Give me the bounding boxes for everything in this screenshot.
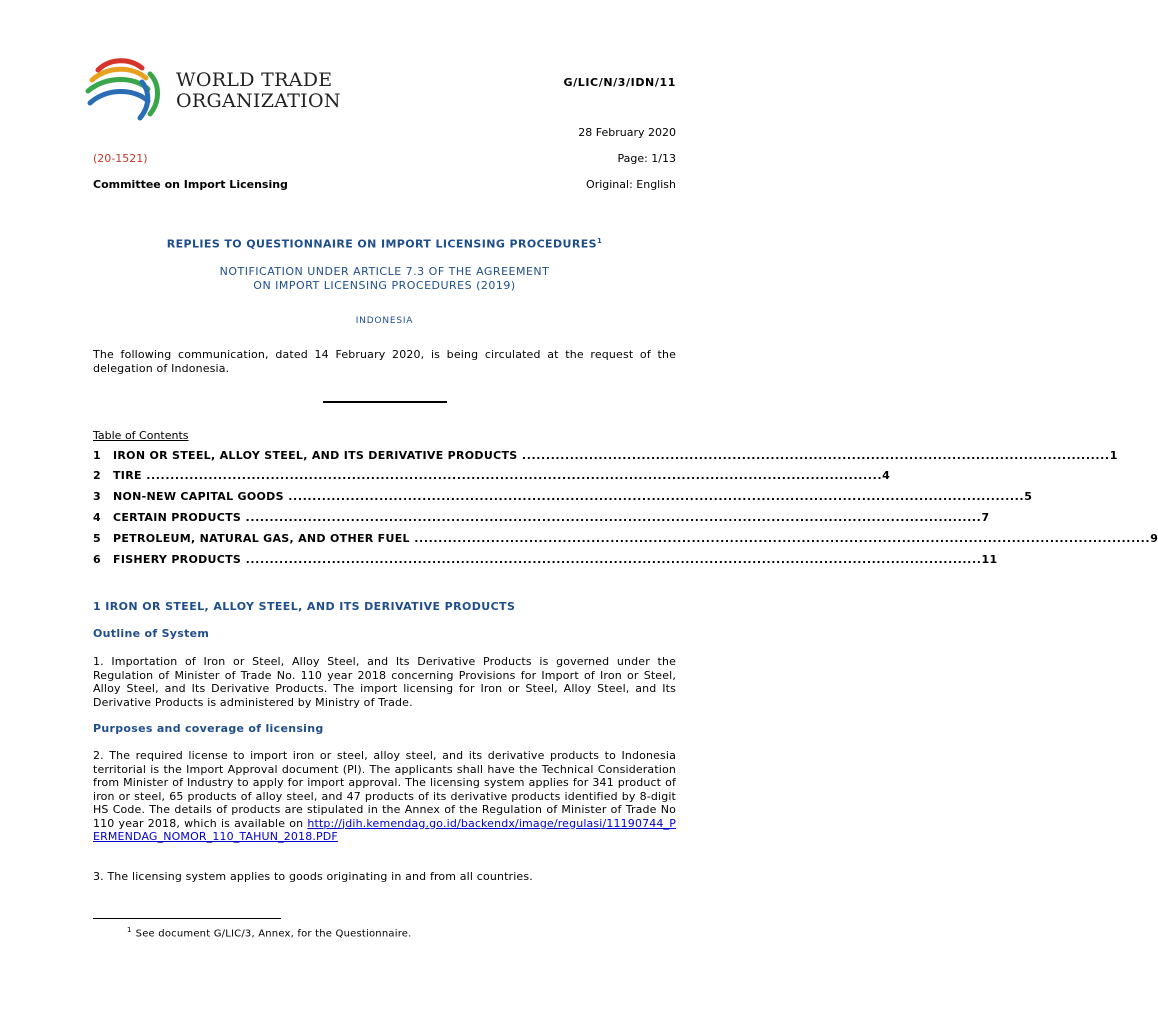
toc-item[interactable]: 2 TIRE .......................................................................................................................................................... 4 (93, 469, 891, 482)
toc-item[interactable]: 4 CERTAIN PRODUCTS .......................................................................................................................................................... 7 (93, 511, 990, 524)
outline-heading: Outline of System (93, 627, 210, 640)
toc-item[interactable]: 6 FISHERY PRODUCTS .......................................................................................................................................................... 11 (93, 553, 998, 566)
org-name-line1: WORLD TRADE (176, 69, 333, 91)
subtitle-line1: NOTIFICATION UNDER ARTICLE 7.3 OF THE AGREEMENT (219, 265, 550, 278)
toc-leader: .......................................................................................................................................................... (241, 553, 982, 566)
toc-heading: Table of Contents (93, 429, 189, 442)
separator-rule (323, 401, 447, 403)
toc-item[interactable]: 5 PETROLEUM, NATURAL GAS, AND OTHER FUEL .......................................................................................................................................................... 9 (93, 532, 1158, 545)
toc-leader: .......................................................................................................................................................... (141, 469, 883, 482)
title-footnote-mark: 1 (596, 237, 603, 245)
original-language: Original: English (586, 178, 676, 191)
footnote (93, 926, 593, 939)
paragraph-3: 3. The licensing system applies to goods originating in and from all countries. (93, 870, 533, 883)
regulation-link[interactable]: http://jdih.kemendag.go.id/backendx/image/regulasi/11190744_PERMENDAG_NOMOR_110_TAHUN_2018.PDF (93, 816, 676, 843)
document-symbol: G/LIC/N/3/IDN/11 (563, 76, 676, 89)
job-number: (20-1521) (93, 152, 148, 165)
footnote-rule (93, 918, 281, 919)
subtitle-line2: ON IMPORT LICENSING PROCEDURES (2019) (253, 279, 516, 292)
document-date: 28 February 2020 (578, 126, 676, 139)
toc-leader: .......................................................................................................................................................... (283, 490, 1025, 503)
wto-emblem-icon (84, 56, 168, 131)
toc-leader: .......................................................................................................................................................... (241, 511, 982, 524)
country-name: INDONESIA (355, 316, 414, 326)
footnote-mark: 1 (127, 926, 132, 934)
toc-leader: ........................................................................................................................... (517, 449, 1110, 462)
committee-name: Committee on Import Licensing (93, 178, 288, 191)
toc-item[interactable]: 1 IRON OR STEEL, ALLOY STEEL, AND ITS DERIVATIVE PRODUCTS ........................................................................................................................... 1 (93, 449, 1118, 462)
page-indicator: Page: 1/13 (617, 152, 676, 165)
wto-logo (84, 56, 341, 131)
org-name-line2: ORGANIZATION (176, 90, 341, 112)
document-title: REPLIES TO QUESTIONNAIRE ON IMPORT LICENSING PROCEDURES$^1$ (166, 237, 603, 251)
paragraph-2: 2. The required license to import iron or steel, alloy steel, and its derivative products to Indonesia territorial is the Import Approval document (PI). The applicants shall have the Technical Consideration from Minister of Industry to apply for import approval. The licensing system applies for 341 product of iron or steel, 65 products of alloy steel, and 47 products of its derivative products identified by 8-digit HS Code. The details of products are stipulated in the Annex of the Regulation of Minister of Trade No 110 year 2018, which is available on http://jdih.kemendag.go.id/backendx/image/regulasi/11190744_PERMENDAG_NOMOR_110_TAHUN_2018.PDF (93, 749, 676, 843)
paragraph-1: 1. Importation of Iron or Steel, Alloy Steel, and Its Derivative Products is governed under the Regulation of Minister of Trade No. 110 year 2018 concerning Provisions for Import of Iron or Steel, Alloy Steel, and Its Derivative Products. The import licensing for Iron or Steel, Alloy Steel, and Its Derivative Products is administered by Ministry of Trade. (93, 655, 676, 709)
toc-leader: .......................................................................................................................................................... (409, 532, 1151, 545)
section-heading: 1 IRON OR STEEL, ALLOY STEEL, AND ITS DERIVATIVE PRODUCTS (93, 600, 516, 613)
footnote-text: See document G/LIC/3, Annex, for the Questionnaire. (135, 928, 412, 940)
purposes-heading: Purposes and coverage of licensing (93, 722, 324, 735)
intro-paragraph: The following communication, dated 14 February 2020, is being circulated at the request of the delegation of Indonesia. (93, 348, 676, 375)
toc-item[interactable]: 3 NON-NEW CAPITAL GOODS .......................................................................................................................................................... 5 (93, 490, 1033, 503)
